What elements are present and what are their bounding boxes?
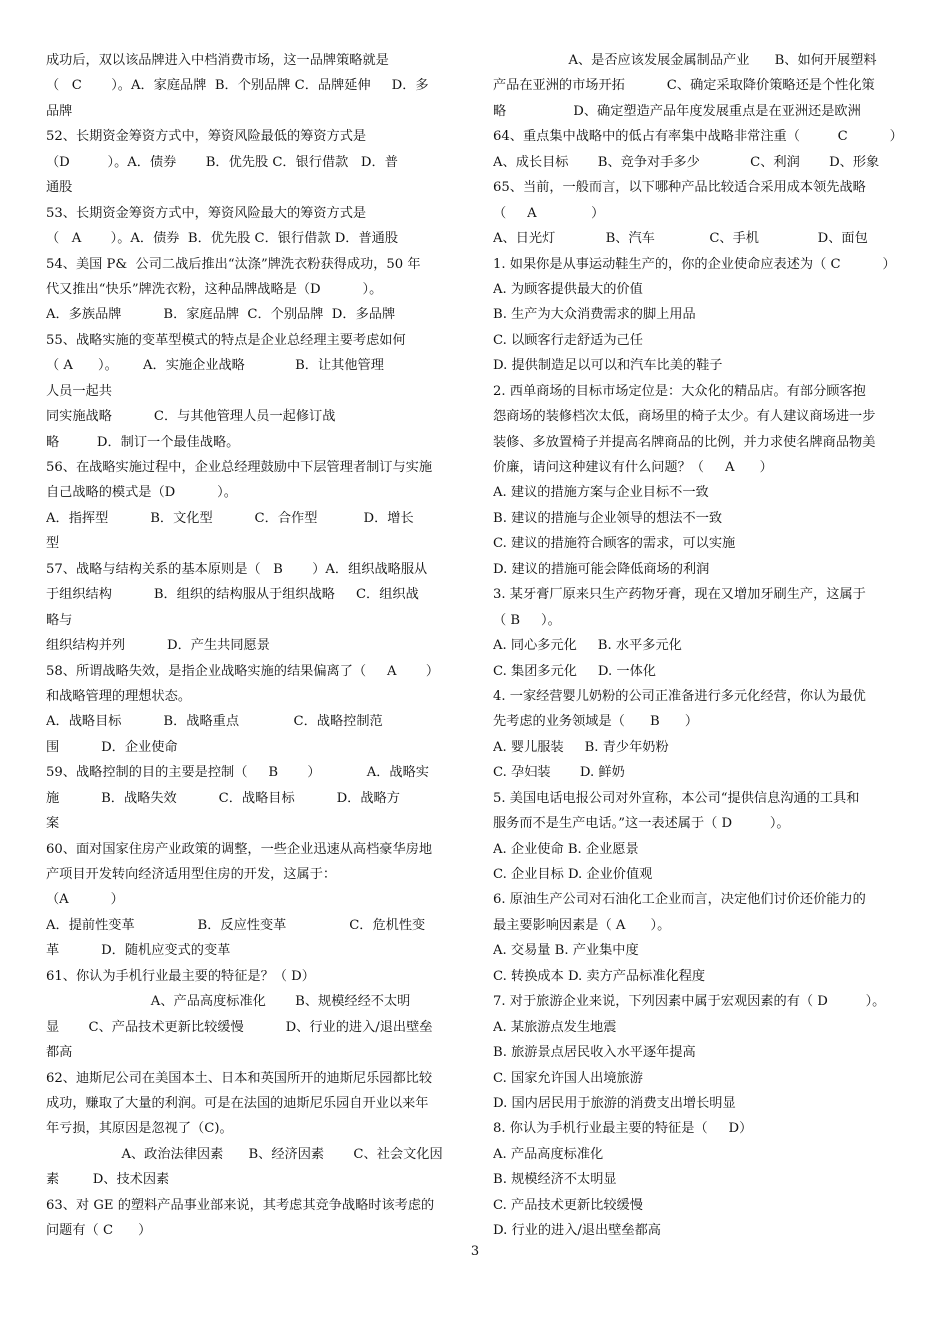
text-line: A、产品高度标准化 B、规模经经不太明 xyxy=(46,994,411,1010)
text-line: 64、重点集中战略中的低占有率集中战略非常注重（ C ） xyxy=(493,129,903,145)
text-line: 53、长期资金筹资方式中，筹资风险最大的筹资方式是 xyxy=(46,205,367,221)
text-line: 通股 xyxy=(46,180,73,196)
text-line: C. 产品技术更新比较缓慢 xyxy=(493,1197,643,1213)
text-line: A、日光灯 B、汽车 C、手机 D、面包 xyxy=(493,231,868,247)
text-line: A．提前性变革 B．反应性变革 C．危机性变 xyxy=(46,917,426,933)
text-line: A、是否应该发展金属制品产业 B、如何开展塑料 xyxy=(493,53,877,68)
text-line: D. 提供制造足以可以和汽车比美的鞋子 xyxy=(493,358,723,374)
text-line: 服务而不是生产电话。”这一表述属于（ D ）。 xyxy=(493,816,790,832)
text-line: 略与 xyxy=(46,612,73,628)
text-line: 和战略管理的理想状态。 xyxy=(46,688,192,704)
text-line: （A ） xyxy=(46,892,124,908)
text-line: （ A ） xyxy=(493,205,605,221)
text-line: （ A ）。A．债券 B．优先股 C．银行借款 D．普通股 xyxy=(46,231,399,247)
text-line: 5. 美国电话电报公司对外宣称，本公司“提供信息沟通的工具和 xyxy=(493,790,860,806)
text-line: 型 xyxy=(46,536,60,552)
text-line: A. 婴儿服装 B. 青少年奶粉 xyxy=(493,739,669,755)
text-line: 4. 一家经营婴儿奶粉的公司正准备进行多元化经营，你认为最优 xyxy=(493,688,866,704)
text-line: A、政治法律因素 B、经济因素 C、社会文化因 xyxy=(46,1146,443,1162)
text-line: 都高 xyxy=(46,1045,73,1061)
text-line: B. 建议的措施与企业领导的想法不一致 xyxy=(493,510,723,526)
text-line: 组织结构并列 D．产生共同愿景 xyxy=(46,638,270,654)
text-line: C. 转换成本 D. 卖方产品标准化程度 xyxy=(493,968,706,984)
text-line: 63、对 GE 的塑料产品事业部来说，其考虑其竞争战略时该考虑的 xyxy=(46,1197,435,1213)
text-line: 8. 你认为手机行业最主要的特征是（ D） xyxy=(493,1121,753,1137)
text-line: A. 为顾客提供最大的价值 xyxy=(493,281,643,297)
text-line: B. 旅游景点居民收入水平逐年提高 xyxy=(493,1045,696,1061)
text-line: 62、迪斯尼公司在美国本土、日本和英国所开的迪斯尼乐园都比较 xyxy=(46,1070,433,1086)
text-line: 略 D、确定塑造产品年度发展重点是在亚洲还是欧洲 xyxy=(493,103,861,119)
text-line: 60、面对国家住房产业政策的调整，一些企业迅速从高档豪华房地 xyxy=(46,841,433,857)
text-line: C. 建议的措施符合顾客的需求，可以实施 xyxy=(493,536,736,552)
text-line: 产项目开发转向经济适用型住房的开发，这属于： xyxy=(46,867,337,882)
text-line: 1. 如果你是从事运动鞋生产的，你的企业使命应表述为（ C ） xyxy=(493,256,896,272)
text-line: C. 集团多元化 D. 一体化 xyxy=(493,663,656,679)
text-line: 6. 原油生产公司对石油化工企业而言，决定他们讨价还价能力的 xyxy=(493,892,866,908)
text-line: 装修、多放置椅子并提高名牌商品的比例，并力求使名牌商品物美 xyxy=(493,434,876,450)
text-line: A、成长目标 B、竞争对手多少 C、利润 D、形象 xyxy=(493,154,880,170)
text-line: 52、长期资金筹资方式中，筹资风险最低的筹资方式是 xyxy=(46,129,367,145)
text-line: 代又推出“快乐”牌洗衣粉，这种品牌战略是（D ）。 xyxy=(46,281,383,297)
text-line: 56、在战略实施过程中，企业总经理鼓励中下层管理者制订与实施 xyxy=(46,460,433,475)
text-line: 施 B．战略失效 C．战略目标 D．战略方 xyxy=(46,790,400,806)
text-line: B. 生产为大众消费需求的脚上用品 xyxy=(493,307,696,323)
text-line: 先考虑的业务领域是（ B ） xyxy=(493,714,699,730)
text-line: A. 产品高度标准化 xyxy=(493,1146,604,1162)
text-line: 57、战略与结构关系的基本原则是（ B ）A．组织战略服从 xyxy=(46,561,428,577)
left-column xyxy=(46,48,458,1244)
text-line: 略 D．制订一个最佳战略。 xyxy=(46,434,240,450)
text-line: 问题有（ C ） xyxy=(46,1223,152,1239)
text-line: A．战略目标 B．战略重点 C．战略控制范 xyxy=(46,714,383,730)
text-line: 58、所谓战略失效，是指企业战略实施的结果偏离了（ A ） xyxy=(46,663,440,679)
text-line: A. 建议的措施方案与企业目标不一致 xyxy=(493,485,709,501)
text-line: 显 C、产品技术更新比较缓慢 D、行业的进入/退出壁垒 xyxy=(46,1019,433,1035)
text-line: C. 孕妇装 D. 鲜奶 xyxy=(493,765,625,781)
text-line: 55、战略实施的变革型模式的特点是企业总经理主要考虑如何 xyxy=(46,332,406,348)
text-line: （ C ）。A．家庭品牌 B．个别品牌 C．品牌延伸 D．多 xyxy=(46,78,429,94)
text-line: B. 规模经济不太明显 xyxy=(493,1172,617,1188)
text-line: 成功后，双以该品牌进入中档消费市场，这一品牌策略就是 xyxy=(46,53,389,68)
text-line: 7. 对于旅游企业来说，下列因素中属于宏观因素的有（ D ）。 xyxy=(493,994,886,1010)
text-line: A．指挥型 B．文化型 C．合作型 D．增长 xyxy=(46,510,414,526)
text-line: 革 D．随机应变式的变革 xyxy=(46,943,231,959)
text-line: 品牌 xyxy=(46,103,73,119)
text-line: A．多族品牌 B．家庭品牌 C．个别品牌 D．多品牌 xyxy=(46,307,396,323)
text-line: A. 同心多元化 B. 水平多元化 xyxy=(493,638,682,654)
text-line: 同实施战略 C．与其他管理人员一起修订战 xyxy=(46,409,336,425)
text-line: A. 交易量 B. 产业集中度 xyxy=(493,943,639,959)
text-line: D. 国内居民用于旅游的消费支出增长明显 xyxy=(493,1095,736,1111)
text-line: A. 企业使命 B. 企业愿景 xyxy=(493,841,639,857)
text-line: C. 国家允许国人出境旅游 xyxy=(493,1070,643,1086)
text-line: 于组织结构 B．组织的结构服从于组织战略 C．组织战 xyxy=(46,587,419,603)
text-line: （ B ）。 xyxy=(493,612,561,628)
text-line: D. 行业的进入/退出壁垒都高 xyxy=(493,1223,661,1239)
text-line: C. 企业目标 D. 企业价值观 xyxy=(493,867,653,882)
text-line: D. 建议的措施可能会降低商场的利润 xyxy=(493,561,710,577)
text-line: 59、战略控制的目的主要是控制（ B ） A．战略实 xyxy=(46,765,429,781)
text-line: 自己战略的模式是（D ）。 xyxy=(46,485,237,501)
text-line: 2. 西单商场的目标市场定位是：大众化的精品店。有部分顾客抱 xyxy=(493,383,866,399)
text-line: 61、你认为手机行业最主要的特征是？（ D） xyxy=(46,968,315,984)
text-line: 年亏损，其原因是忽视了（C)。 xyxy=(46,1121,233,1137)
text-line: C. 以顾客行走舒适为己任 xyxy=(493,332,643,348)
text-line: 产品在亚洲的市场开拓 C、确定采取降价策略还是个性化策 xyxy=(493,78,875,94)
text-line: 价廉，请问这种建议有什么问题？（ A ） xyxy=(493,460,773,475)
text-line: 怨商场的装修档次太低，商场里的椅子太少。有人建议商场进一步 xyxy=(493,409,876,425)
text-line: （ A ）。 A．实施企业战略 B．让其他管理 xyxy=(46,358,384,374)
text-line: A. 某旅游点发生地震 xyxy=(493,1019,617,1035)
page-number: 3 xyxy=(470,1244,480,1259)
text-line: 案 xyxy=(46,816,60,832)
text-line: （D ）。A．债券 B．优先股 C．银行借款 D．普 xyxy=(46,154,398,170)
text-line: 围 D．企业使命 xyxy=(46,739,178,755)
text-line: 成功，赚取了大量的利润。可是在法国的迪斯尼乐园自开业以来年 xyxy=(46,1095,429,1111)
right-column xyxy=(493,48,907,1244)
text-line: 65、当前，一般而言，以下哪种产品比较适合采用成本领先战略 xyxy=(493,180,866,196)
text-line: 3. 某牙膏厂原来只生产药物牙膏，现在又增加牙刷生产，这属于 xyxy=(493,587,866,603)
text-line: 54、美国 P& 公司二战后推出“汰涤”牌洗衣粉获得成功，50 年 xyxy=(46,256,421,272)
text-line: 人员一起共 xyxy=(46,383,112,399)
text-line: 最主要影响因素是（ A ）。 xyxy=(493,917,671,933)
text-line: 素 D、技术因素 xyxy=(46,1172,170,1188)
